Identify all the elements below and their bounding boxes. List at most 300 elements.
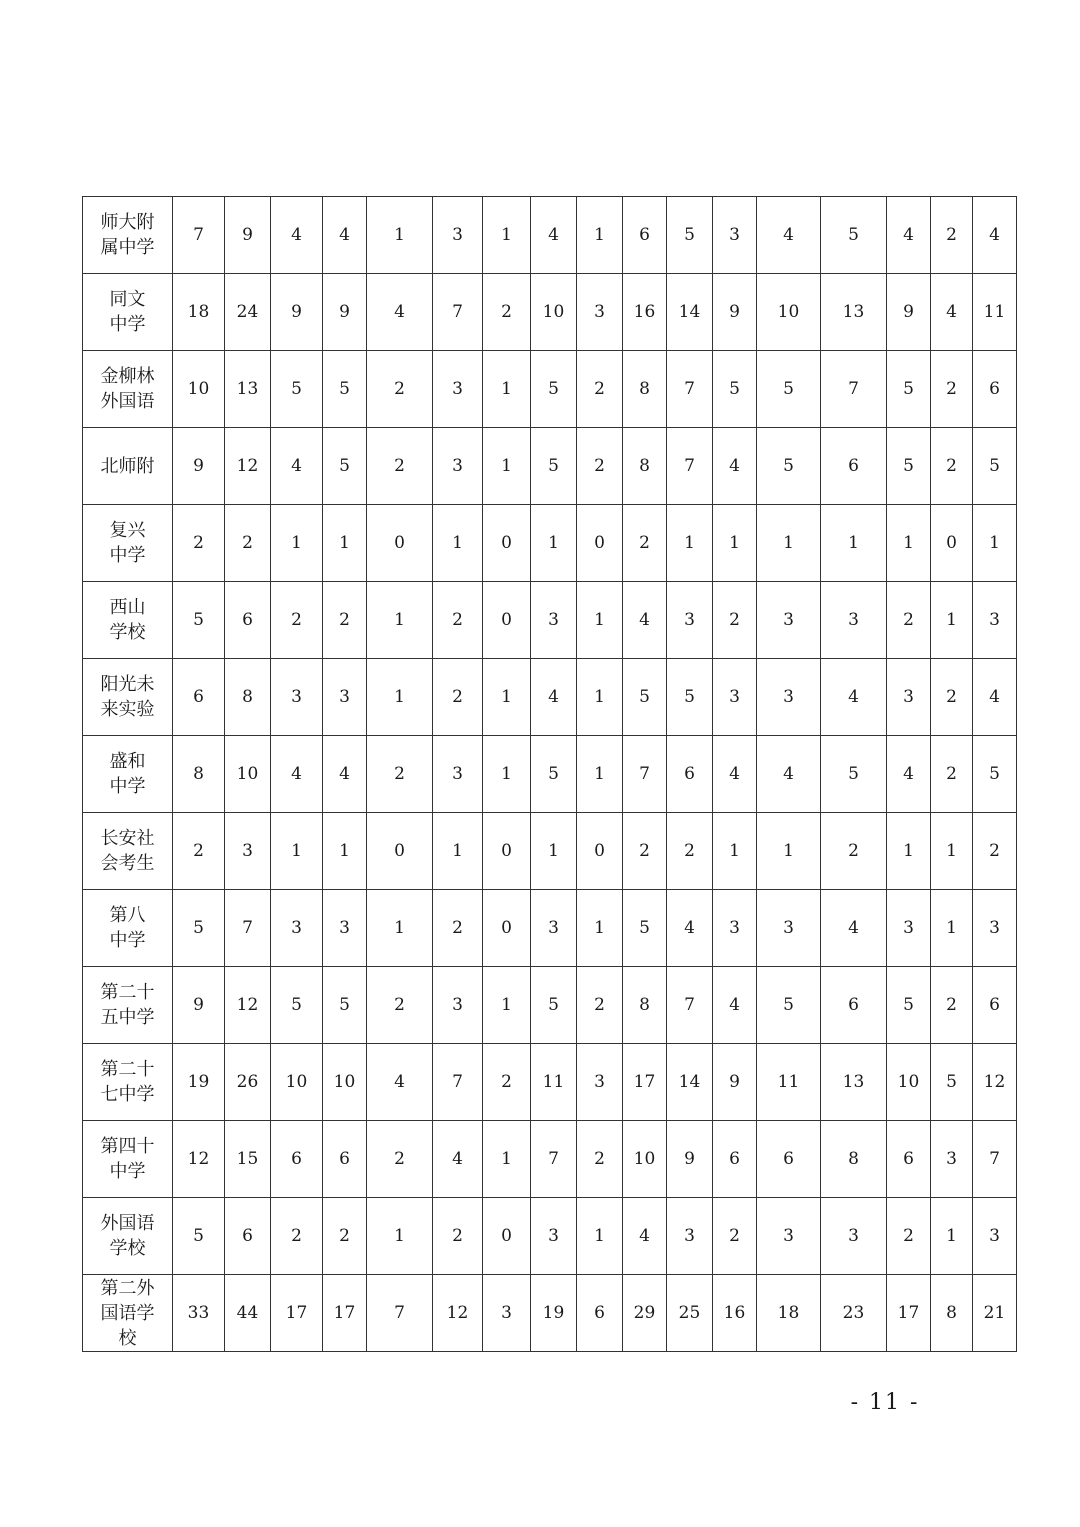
value-cell: 1 [367,582,433,659]
value-cell: 33 [173,1275,225,1352]
value-cell: 4 [623,1198,667,1275]
value-cell: 1 [483,197,531,274]
value-cell: 6 [757,1121,821,1198]
value-cell: 4 [713,967,757,1044]
value-cell: 1 [667,505,713,582]
value-cell: 8 [225,659,271,736]
value-cell: 9 [173,967,225,1044]
value-cell: 0 [577,505,623,582]
value-cell: 4 [887,197,931,274]
value-cell: 7 [623,736,667,813]
value-cell: 5 [667,659,713,736]
value-cell: 16 [623,274,667,351]
value-cell: 6 [821,428,887,505]
value-cell: 5 [623,659,667,736]
value-cell: 2 [931,428,973,505]
value-cell: 8 [623,967,667,1044]
value-cell: 1 [713,505,757,582]
school-name: 北师附 [100,455,155,477]
value-cell: 5 [973,736,1017,813]
table-row [83,967,1017,1044]
value-cell: 3 [973,582,1017,659]
value-cell: 4 [931,274,973,351]
value-cell: 3 [757,890,821,967]
value-cell: 2 [433,890,483,967]
value-cell: 0 [483,505,531,582]
value-cell: 17 [271,1275,323,1352]
value-cell: 2 [271,582,323,659]
school-name: 复兴 中学 [109,520,146,566]
value-cell: 4 [367,1044,433,1121]
value-cell: 6 [225,1198,271,1275]
value-cell: 11 [757,1044,821,1121]
school-name: 同文 中学 [109,289,146,335]
value-cell: 18 [757,1275,821,1352]
value-cell: 2 [323,582,367,659]
value-cell: 2 [713,582,757,659]
value-cell: 1 [367,1198,433,1275]
value-cell: 7 [821,351,887,428]
value-cell: 12 [225,428,271,505]
value-cell: 9 [323,274,367,351]
value-cell: 0 [577,813,623,890]
table-row [83,1121,1017,1198]
school-name-cell [83,1198,173,1275]
value-cell: 5 [757,351,821,428]
value-cell: 4 [271,197,323,274]
school-name-cell [83,351,173,428]
value-cell: 13 [821,1044,887,1121]
value-cell: 5 [323,967,367,1044]
value-cell: 10 [271,1044,323,1121]
value-cell: 2 [973,813,1017,890]
school-name-cell [83,1275,173,1352]
value-cell: 3 [667,582,713,659]
value-cell: 9 [225,197,271,274]
value-cell: 2 [433,1198,483,1275]
school-name: 第二十 七中学 [100,1059,155,1105]
value-cell: 1 [577,582,623,659]
value-cell: 4 [973,659,1017,736]
value-cell: 6 [173,659,225,736]
value-cell: 11 [531,1044,577,1121]
value-cell: 12 [433,1275,483,1352]
value-cell: 5 [757,428,821,505]
value-cell: 2 [887,582,931,659]
value-cell: 1 [577,890,623,967]
value-cell: 2 [713,1198,757,1275]
value-cell: 17 [623,1044,667,1121]
value-cell: 1 [531,813,577,890]
value-cell: 1 [367,659,433,736]
value-cell: 6 [623,197,667,274]
value-cell: 2 [173,505,225,582]
value-cell: 5 [623,890,667,967]
value-cell: 4 [323,736,367,813]
value-cell: 44 [225,1275,271,1352]
value-cell: 2 [821,813,887,890]
value-cell: 1 [483,659,531,736]
value-cell: 8 [931,1275,973,1352]
value-cell: 19 [173,1044,225,1121]
value-cell: 3 [973,890,1017,967]
table-row [83,736,1017,813]
table-row [83,582,1017,659]
value-cell: 29 [623,1275,667,1352]
value-cell: 2 [433,659,483,736]
value-cell: 3 [887,659,931,736]
value-cell: 5 [821,197,887,274]
value-cell: 2 [323,1198,367,1275]
value-cell: 7 [225,890,271,967]
school-name-cell [83,274,173,351]
value-cell: 0 [483,813,531,890]
value-cell: 6 [667,736,713,813]
value-cell: 2 [931,967,973,1044]
value-cell: 1 [931,890,973,967]
value-cell: 2 [367,428,433,505]
value-cell: 2 [577,428,623,505]
value-cell: 6 [973,967,1017,1044]
school-name-cell [83,813,173,890]
value-cell: 2 [367,967,433,1044]
table-row [83,1275,1017,1352]
value-cell: 1 [931,582,973,659]
value-cell: 6 [973,351,1017,428]
value-cell: 4 [667,890,713,967]
value-cell: 3 [577,1044,623,1121]
table-row [83,1044,1017,1121]
value-cell: 1 [271,505,323,582]
value-cell: 7 [973,1121,1017,1198]
value-cell: 5 [323,428,367,505]
value-cell: 3 [531,890,577,967]
table-row [83,1198,1017,1275]
value-cell: 4 [713,736,757,813]
value-cell: 18 [173,274,225,351]
value-cell: 7 [667,351,713,428]
value-cell: 3 [271,890,323,967]
value-cell: 3 [483,1275,531,1352]
value-cell: 4 [271,428,323,505]
value-cell: 4 [973,197,1017,274]
value-cell: 2 [483,1044,531,1121]
value-cell: 0 [483,890,531,967]
school-name-cell [83,659,173,736]
value-cell: 1 [887,813,931,890]
value-cell: 16 [713,1275,757,1352]
table-row [83,659,1017,736]
school-name-cell [83,428,173,505]
value-cell: 3 [433,428,483,505]
value-cell: 4 [623,582,667,659]
value-cell: 3 [757,1198,821,1275]
value-cell: 1 [821,505,887,582]
value-cell: 25 [667,1275,713,1352]
value-cell: 1 [931,813,973,890]
value-cell: 5 [887,967,931,1044]
value-cell: 1 [433,813,483,890]
value-cell: 2 [367,351,433,428]
value-cell: 1 [757,813,821,890]
value-cell: 9 [667,1121,713,1198]
value-cell: 12 [973,1044,1017,1121]
value-cell: 3 [821,582,887,659]
value-cell: 5 [757,967,821,1044]
value-cell: 0 [367,505,433,582]
value-cell: 0 [931,505,973,582]
value-cell: 1 [483,967,531,1044]
value-cell: 3 [433,351,483,428]
value-cell: 1 [577,1198,623,1275]
value-cell: 5 [271,967,323,1044]
table-row [83,813,1017,890]
school-name-cell [83,1121,173,1198]
value-cell: 26 [225,1044,271,1121]
value-cell: 7 [433,274,483,351]
value-cell: 2 [623,813,667,890]
value-cell: 6 [887,1121,931,1198]
value-cell: 2 [577,351,623,428]
value-cell: 7 [667,967,713,1044]
table-row [83,890,1017,967]
value-cell: 2 [271,1198,323,1275]
value-cell: 15 [225,1121,271,1198]
value-cell: 3 [713,197,757,274]
value-cell: 2 [931,351,973,428]
value-cell: 1 [713,813,757,890]
school-name-cell [83,197,173,274]
quota-table-body [83,197,1017,1352]
value-cell: 1 [887,505,931,582]
value-cell: 6 [271,1121,323,1198]
school-name: 第二外 国语学 校 [100,1277,155,1349]
value-cell: 7 [433,1044,483,1121]
value-cell: 1 [433,505,483,582]
value-cell: 0 [483,582,531,659]
value-cell: 1 [323,505,367,582]
value-cell: 5 [973,428,1017,505]
value-cell: 9 [887,274,931,351]
school-name: 第四十 中学 [100,1136,155,1182]
value-cell: 0 [483,1198,531,1275]
value-cell: 2 [577,967,623,1044]
value-cell: 4 [821,659,887,736]
value-cell: 3 [433,967,483,1044]
value-cell: 2 [367,736,433,813]
value-cell: 4 [821,890,887,967]
value-cell: 3 [821,1198,887,1275]
value-cell: 1 [367,197,433,274]
school-name: 师大附 属中学 [100,212,155,258]
value-cell: 3 [531,1198,577,1275]
school-name-cell [83,582,173,659]
table-row [83,351,1017,428]
school-name-cell [83,505,173,582]
value-cell: 13 [821,274,887,351]
value-cell: 1 [271,813,323,890]
value-cell: 17 [887,1275,931,1352]
value-cell: 2 [887,1198,931,1275]
value-cell: 5 [821,736,887,813]
value-cell: 5 [531,967,577,1044]
value-cell: 1 [483,428,531,505]
value-cell: 1 [577,659,623,736]
value-cell: 8 [173,736,225,813]
value-cell: 24 [225,274,271,351]
value-cell: 1 [531,505,577,582]
value-cell: 2 [483,274,531,351]
value-cell: 13 [225,351,271,428]
value-cell: 5 [887,351,931,428]
value-cell: 1 [973,505,1017,582]
school-name: 西山 学校 [109,597,146,643]
value-cell: 4 [531,659,577,736]
value-cell: 9 [713,1044,757,1121]
value-cell: 10 [225,736,271,813]
value-cell: 1 [483,1121,531,1198]
value-cell: 10 [757,274,821,351]
value-cell: 7 [367,1275,433,1352]
value-cell: 7 [667,428,713,505]
value-cell: 5 [887,428,931,505]
table-row [83,197,1017,274]
value-cell: 6 [821,967,887,1044]
value-cell: 5 [667,197,713,274]
value-cell: 4 [713,428,757,505]
value-cell: 10 [887,1044,931,1121]
value-cell: 1 [483,351,531,428]
value-cell: 1 [367,890,433,967]
value-cell: 4 [757,736,821,813]
value-cell: 10 [173,351,225,428]
school-name-cell [83,736,173,813]
value-cell: 8 [623,351,667,428]
table-row [83,428,1017,505]
value-cell: 21 [973,1275,1017,1352]
value-cell: 1 [757,505,821,582]
value-cell: 3 [757,659,821,736]
value-cell: 2 [931,197,973,274]
value-cell: 14 [667,1044,713,1121]
value-cell: 4 [433,1121,483,1198]
value-cell: 4 [271,736,323,813]
value-cell: 3 [577,274,623,351]
school-name: 长安社 会考生 [100,828,155,874]
table-row [83,274,1017,351]
value-cell: 3 [667,1198,713,1275]
value-cell: 12 [225,967,271,1044]
value-cell: 3 [433,197,483,274]
value-cell: 3 [887,890,931,967]
value-cell: 1 [931,1198,973,1275]
value-cell: 3 [713,890,757,967]
value-cell: 9 [713,274,757,351]
school-name: 外国语 学校 [100,1213,155,1259]
school-name: 第八 中学 [109,905,146,951]
value-cell: 3 [931,1121,973,1198]
value-cell: 0 [367,813,433,890]
value-cell: 2 [173,813,225,890]
value-cell: 6 [225,582,271,659]
value-cell: 5 [531,351,577,428]
value-cell: 4 [531,197,577,274]
value-cell: 3 [433,736,483,813]
value-cell: 3 [973,1198,1017,1275]
quota-table [82,196,1017,1352]
value-cell: 6 [713,1121,757,1198]
value-cell: 6 [323,1121,367,1198]
value-cell: 3 [757,582,821,659]
value-cell: 2 [623,505,667,582]
value-cell: 1 [323,813,367,890]
value-cell: 17 [323,1275,367,1352]
value-cell: 2 [433,582,483,659]
value-cell: 2 [367,1121,433,1198]
value-cell: 3 [271,659,323,736]
value-cell: 10 [623,1121,667,1198]
school-name: 第二十 五中学 [100,982,155,1028]
school-name-cell [83,967,173,1044]
school-name: 盛和 中学 [109,751,146,797]
value-cell: 10 [531,274,577,351]
value-cell: 2 [667,813,713,890]
value-cell: 11 [973,274,1017,351]
value-cell: 10 [323,1044,367,1121]
value-cell: 23 [821,1275,887,1352]
value-cell: 5 [173,890,225,967]
value-cell: 5 [531,428,577,505]
value-cell: 5 [931,1044,973,1121]
value-cell: 8 [821,1121,887,1198]
value-cell: 19 [531,1275,577,1352]
value-cell: 2 [577,1121,623,1198]
value-cell: 5 [173,1198,225,1275]
value-cell: 12 [173,1121,225,1198]
value-cell: 7 [173,197,225,274]
value-cell: 4 [367,274,433,351]
value-cell: 7 [531,1121,577,1198]
value-cell: 8 [623,428,667,505]
value-cell: 4 [323,197,367,274]
table-row [83,505,1017,582]
value-cell: 6 [577,1275,623,1352]
value-cell: 5 [173,582,225,659]
value-cell: 2 [225,505,271,582]
page-number: - 11 - [850,1390,920,1415]
value-cell: 3 [225,813,271,890]
school-name: 金柳林 外国语 [100,366,155,412]
value-cell: 4 [887,736,931,813]
value-cell: 3 [323,659,367,736]
school-name-cell [83,890,173,967]
value-cell: 3 [323,890,367,967]
value-cell: 1 [577,197,623,274]
value-cell: 14 [667,274,713,351]
value-cell: 1 [483,736,531,813]
value-cell: 5 [271,351,323,428]
value-cell: 5 [531,736,577,813]
value-cell: 5 [713,351,757,428]
value-cell: 9 [271,274,323,351]
value-cell: 4 [757,197,821,274]
value-cell: 1 [577,736,623,813]
value-cell: 2 [931,659,973,736]
value-cell: 5 [323,351,367,428]
value-cell: 9 [173,428,225,505]
value-cell: 3 [531,582,577,659]
value-cell: 2 [931,736,973,813]
